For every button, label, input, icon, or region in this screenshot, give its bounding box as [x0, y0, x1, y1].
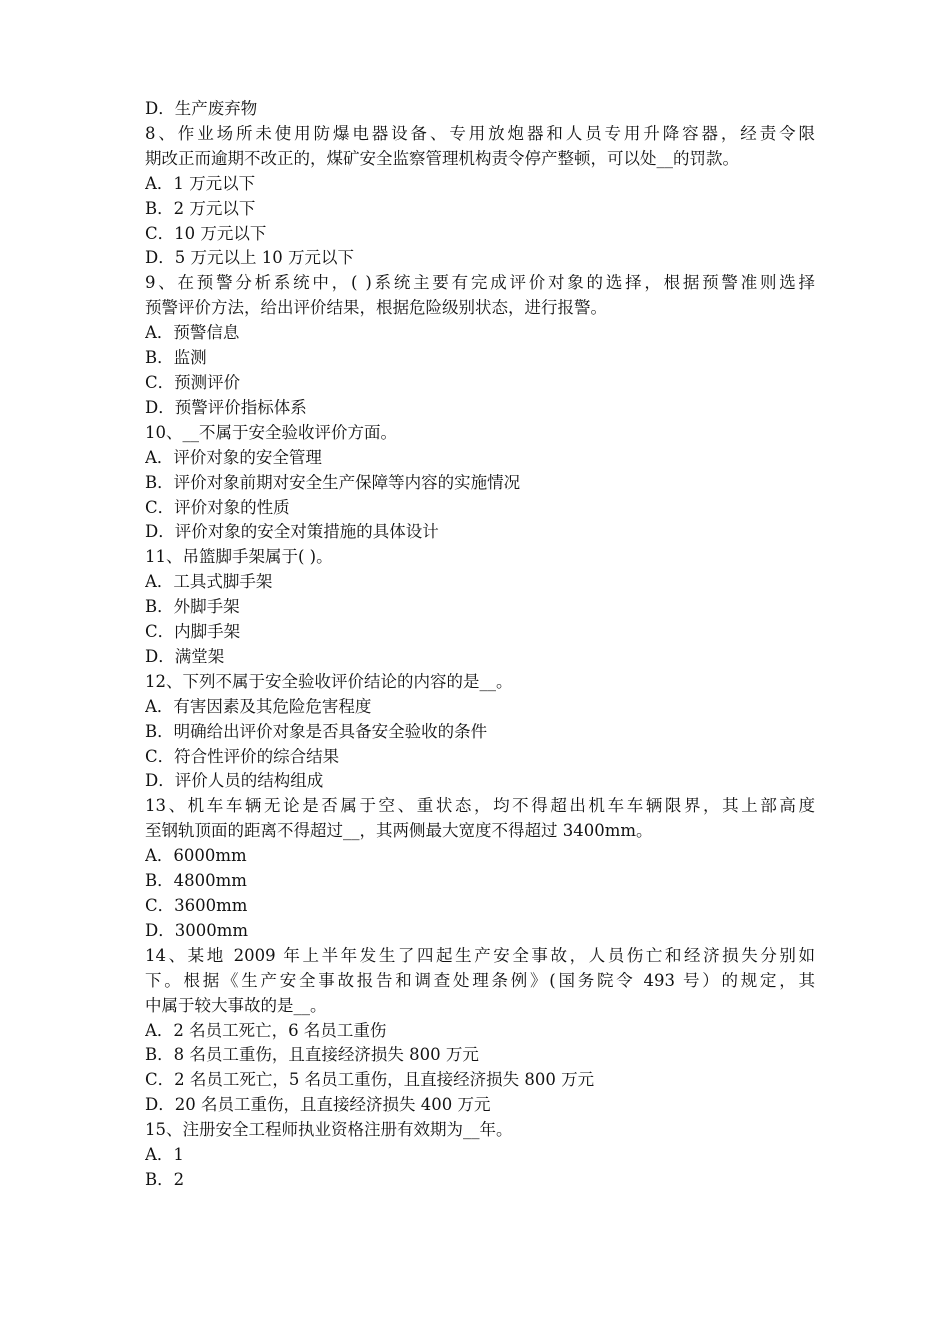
option-line: A．评价对象的安全管理: [145, 447, 322, 467]
option-line: A．6000mm: [145, 846, 247, 866]
option-line: C．预测评价: [145, 372, 241, 392]
option-line: A．工具式脚手架: [145, 572, 273, 592]
question-line: 15、注册安全工程师执业资格注册有效期为__年。: [145, 1120, 513, 1140]
option-line: B．4800mm: [145, 871, 247, 891]
option-line: C．2 名员工死亡，5 名员工重伤，且直接经济损失 800 万元: [145, 1070, 595, 1090]
option-line: A．1 万元以下: [145, 173, 256, 193]
question-line: 预警评价方法，给出评价结果，根据危险级别状态，进行报警。: [145, 298, 607, 318]
option-line: A．2 名员工死亡，6 名员工重伤: [145, 1020, 387, 1040]
option-line: C．3600mm: [145, 896, 248, 915]
question-line: 14、某地 2009 年上半年发生了四起生产安全事故，人员伤亡和经济损失分别如: [145, 945, 815, 965]
option-line: D．评价人员的结构组成: [145, 771, 324, 791]
question-line: 11、吊篮脚手架属于( )。: [145, 547, 333, 567]
option-line: A．1: [145, 1145, 184, 1165]
option-line: D．满堂架: [145, 646, 225, 666]
option-line: B．外脚手架: [145, 597, 240, 617]
option-line: C．10 万元以下: [145, 223, 267, 243]
option-line: C．评价对象的性质: [145, 497, 290, 517]
option-line: C．内脚手架: [145, 622, 241, 642]
question-line: 10、__不属于安全验收评价方面。: [145, 422, 397, 442]
option-line: B．评价对象前期对安全生产保障等内容的实施情况: [145, 472, 521, 492]
question-line: 期改正而逾期不改正的，煤矿安全监察管理机构责令停产整顿，可以处__的罚款。: [145, 148, 739, 168]
question-line: 下。根据《生产安全事故报告和调查处理条例》(国务院令 493 号）的规定，其: [145, 970, 815, 990]
question-line: 13、机车车辆无论是否属于空、重状态，均不得超出机车车辆限界，其上部高度: [145, 796, 815, 816]
option-line: B．明确给出评价对象是否具备安全验收的条件: [145, 721, 488, 741]
option-line: D．20 名员工重伤，且直接经济损失 400 万元: [145, 1095, 491, 1115]
option-line: D．评价对象的安全对策措施的具体设计: [145, 522, 439, 542]
option-line: D．3000mm: [145, 920, 249, 940]
document-body: [145, 97, 815, 1193]
option-line: A．有害因素及其危险危害程度: [145, 696, 372, 716]
option-line: A．预警信息: [145, 323, 240, 343]
option-line: B．2: [145, 1169, 185, 1189]
option-line: C．符合性评价的综合结果: [145, 746, 340, 766]
question-line: 至钢轨顶面的距离不得超过__，其两侧最大宽度不得超过 3400mm。: [145, 821, 653, 841]
option-line: B．监测: [145, 348, 207, 368]
option-line: B．8 名员工重伤，且直接经济损失 800 万元: [145, 1045, 479, 1065]
question-line: 中属于较大事故的是__。: [145, 995, 327, 1015]
option-line: D．5 万元以上 10 万元以下: [145, 248, 354, 268]
question-line: 9、在预警分析系统中，( )系统主要有完成评价对象的选择，根据预警准则选择: [145, 273, 815, 293]
question-line: 12、下列不属于安全验收评价结论的内容的是__。: [145, 671, 513, 691]
option-line: B．2 万元以下: [145, 198, 256, 218]
option-line: D．预警评价指标体系: [145, 397, 307, 417]
option-line: D．生产废弃物: [145, 99, 258, 118]
question-line: 8、作业场所未使用防爆电器设备、专用放炮器和人员专用升降容器，经责令限: [145, 123, 815, 143]
